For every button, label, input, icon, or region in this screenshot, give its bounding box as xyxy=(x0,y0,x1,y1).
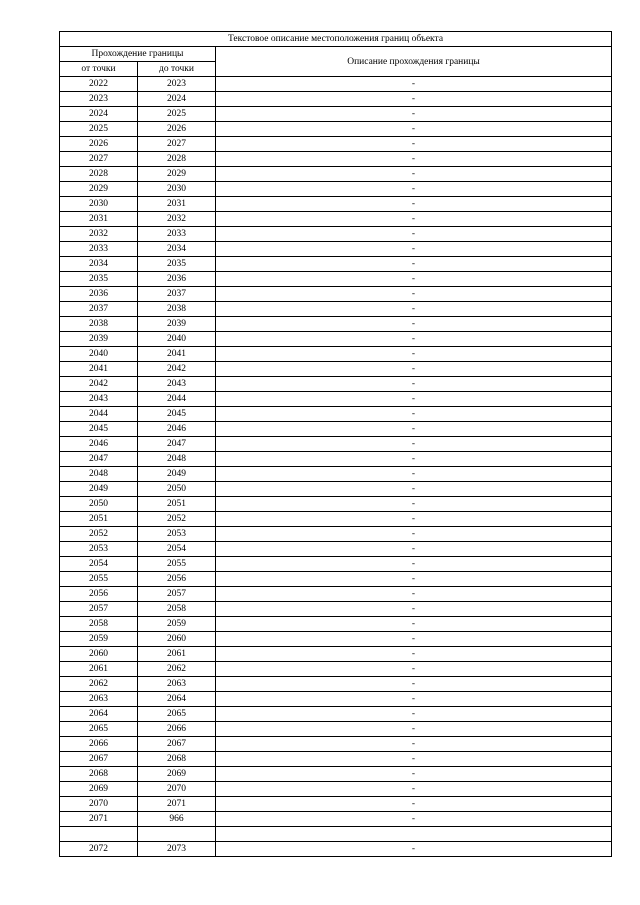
cell-from: 2034 xyxy=(60,257,138,272)
table-row xyxy=(60,407,612,422)
cell-description: - xyxy=(216,212,612,227)
col-header-description: Описание прохождения границы xyxy=(216,47,612,77)
table-row xyxy=(60,212,612,227)
cell-from: 2049 xyxy=(60,482,138,497)
cell-to: 2060 xyxy=(138,632,216,647)
cell-description: - xyxy=(216,107,612,122)
table-row xyxy=(60,437,612,452)
table-row xyxy=(60,92,612,107)
cell-from: 2060 xyxy=(60,647,138,662)
cell-description: - xyxy=(216,467,612,482)
cell-to: 2058 xyxy=(138,602,216,617)
cell-from: 2032 xyxy=(60,227,138,242)
table-row xyxy=(60,452,612,467)
cell-to: 2050 xyxy=(138,482,216,497)
cell-to: 2029 xyxy=(138,167,216,182)
table-row xyxy=(60,317,612,332)
cell-from: 2035 xyxy=(60,272,138,287)
cell-description: - xyxy=(216,152,612,167)
cell-to: 2067 xyxy=(138,737,216,752)
cell-description: - xyxy=(216,587,612,602)
cell-description: - xyxy=(216,662,612,677)
cell-to: 2070 xyxy=(138,782,216,797)
cell-description: - xyxy=(216,842,612,857)
cell-from: 2070 xyxy=(60,797,138,812)
cell-description: - xyxy=(216,347,612,362)
cell-description: - xyxy=(216,707,612,722)
cell-description: - xyxy=(216,722,612,737)
cell-to: 2069 xyxy=(138,767,216,782)
cell-from: 2066 xyxy=(60,737,138,752)
cell-from: 2029 xyxy=(60,182,138,197)
cell-from: 2071 xyxy=(60,812,138,827)
cell-description: - xyxy=(216,137,612,152)
table-row xyxy=(60,137,612,152)
cell-from: 2045 xyxy=(60,422,138,437)
boundary-description-table xyxy=(59,31,612,857)
cell-from: 2030 xyxy=(60,197,138,212)
cell-to: 2046 xyxy=(138,422,216,437)
cell-from: 2027 xyxy=(60,152,138,167)
cell-from: 2024 xyxy=(60,107,138,122)
cell-from: 2057 xyxy=(60,602,138,617)
cell-description: - xyxy=(216,797,612,812)
table-row xyxy=(60,227,612,242)
cell-to: 2068 xyxy=(138,752,216,767)
cell-description: - xyxy=(216,542,612,557)
cell-description: - xyxy=(216,512,612,527)
cell-description: - xyxy=(216,317,612,332)
cell-from: 2050 xyxy=(60,497,138,512)
cell-from: 2064 xyxy=(60,707,138,722)
cell-from: 2055 xyxy=(60,572,138,587)
table-row xyxy=(60,77,612,92)
table-row xyxy=(60,827,612,842)
cell-to: 2027 xyxy=(138,137,216,152)
cell-from: 2039 xyxy=(60,332,138,347)
cell-to: 2039 xyxy=(138,317,216,332)
cell-to: 2043 xyxy=(138,377,216,392)
cell-description: - xyxy=(216,617,612,632)
cell-from: 2063 xyxy=(60,692,138,707)
cell-to: 2035 xyxy=(138,257,216,272)
cell-from: 2043 xyxy=(60,392,138,407)
col-header-from: от точки xyxy=(60,62,138,77)
table-row xyxy=(60,632,612,647)
cell-from: 2056 xyxy=(60,587,138,602)
cell-from: 2068 xyxy=(60,767,138,782)
cell-description: - xyxy=(216,332,612,347)
table-row xyxy=(60,662,612,677)
cell-from: 2023 xyxy=(60,92,138,107)
col-header-to: до точки xyxy=(138,62,216,77)
cell-description: - xyxy=(216,452,612,467)
cell-from: 2028 xyxy=(60,167,138,182)
cell-from: 2053 xyxy=(60,542,138,557)
cell-description: - xyxy=(216,122,612,137)
table-row xyxy=(60,332,612,347)
cell-description: - xyxy=(216,197,612,212)
cell-to: 2055 xyxy=(138,557,216,572)
cell-to: 2032 xyxy=(138,212,216,227)
table-row xyxy=(60,692,612,707)
cell-description: - xyxy=(216,572,612,587)
table-row xyxy=(60,152,612,167)
cell-description: - xyxy=(216,677,612,692)
cell-from: 2040 xyxy=(60,347,138,362)
cell-from: 2042 xyxy=(60,377,138,392)
cell-description: - xyxy=(216,482,612,497)
cell-description: - xyxy=(216,362,612,377)
table-row xyxy=(60,167,612,182)
cell-to: 2073 xyxy=(138,842,216,857)
cell-description: - xyxy=(216,752,612,767)
cell-to: 2034 xyxy=(138,242,216,257)
cell-from: 2026 xyxy=(60,137,138,152)
cell-from: 2041 xyxy=(60,362,138,377)
table-row xyxy=(60,812,612,827)
cell-to: 2049 xyxy=(138,467,216,482)
cell-to: 2054 xyxy=(138,542,216,557)
table-title: Текстовое описание местоположения границ объекта xyxy=(60,32,612,47)
cell-from: 2059 xyxy=(60,632,138,647)
cell-description: - xyxy=(216,737,612,752)
cell-from: 2033 xyxy=(60,242,138,257)
cell-description: - xyxy=(216,557,612,572)
cell-to: 2048 xyxy=(138,452,216,467)
cell-to: 2045 xyxy=(138,407,216,422)
cell-description: - xyxy=(216,437,612,452)
cell-from: 2062 xyxy=(60,677,138,692)
cell-from: 2047 xyxy=(60,452,138,467)
cell-description: - xyxy=(216,257,612,272)
cell-from: 2072 xyxy=(60,842,138,857)
cell-to: 2062 xyxy=(138,662,216,677)
cell-to: 2066 xyxy=(138,722,216,737)
cell-from: 2036 xyxy=(60,287,138,302)
cell-from xyxy=(60,827,138,842)
cell-description: - xyxy=(216,272,612,287)
cell-description: - xyxy=(216,692,612,707)
cell-to: 2056 xyxy=(138,572,216,587)
cell-from: 2065 xyxy=(60,722,138,737)
table-row xyxy=(60,647,612,662)
table-row xyxy=(60,557,612,572)
table-row xyxy=(60,782,612,797)
cell-description: - xyxy=(216,527,612,542)
table-row xyxy=(60,362,612,377)
cell-description: - xyxy=(216,602,612,617)
cell-description: - xyxy=(216,227,612,242)
cell-to: 966 xyxy=(138,812,216,827)
table-row xyxy=(60,197,612,212)
table-row xyxy=(60,182,612,197)
cell-from: 2058 xyxy=(60,617,138,632)
group-header: Прохождение границы xyxy=(60,47,216,62)
table-row xyxy=(60,512,612,527)
cell-description: - xyxy=(216,377,612,392)
cell-description: - xyxy=(216,782,612,797)
cell-to: 2023 xyxy=(138,77,216,92)
cell-description: - xyxy=(216,182,612,197)
cell-description: - xyxy=(216,407,612,422)
cell-to: 2051 xyxy=(138,497,216,512)
cell-to: 2031 xyxy=(138,197,216,212)
cell-from: 2031 xyxy=(60,212,138,227)
table-row xyxy=(60,752,612,767)
cell-description xyxy=(216,827,612,842)
cell-to: 2053 xyxy=(138,527,216,542)
cell-description: - xyxy=(216,647,612,662)
cell-description: - xyxy=(216,767,612,782)
cell-description: - xyxy=(216,392,612,407)
cell-from: 2046 xyxy=(60,437,138,452)
cell-from: 2025 xyxy=(60,122,138,137)
table-row xyxy=(60,392,612,407)
table-row xyxy=(60,617,612,632)
cell-description: - xyxy=(216,632,612,647)
cell-to: 2047 xyxy=(138,437,216,452)
cell-to: 2052 xyxy=(138,512,216,527)
cell-from: 2061 xyxy=(60,662,138,677)
table-row xyxy=(60,467,612,482)
cell-to: 2025 xyxy=(138,107,216,122)
cell-to: 2065 xyxy=(138,707,216,722)
cell-to: 2036 xyxy=(138,272,216,287)
table-row xyxy=(60,542,612,557)
cell-to: 2041 xyxy=(138,347,216,362)
cell-from: 2044 xyxy=(60,407,138,422)
table-row xyxy=(60,737,612,752)
table-row xyxy=(60,707,612,722)
cell-to: 2030 xyxy=(138,182,216,197)
cell-to xyxy=(138,827,216,842)
cell-description: - xyxy=(216,497,612,512)
table-row xyxy=(60,287,612,302)
cell-from: 2054 xyxy=(60,557,138,572)
table-row xyxy=(60,107,612,122)
cell-description: - xyxy=(216,242,612,257)
cell-to: 2063 xyxy=(138,677,216,692)
cell-to: 2026 xyxy=(138,122,216,137)
cell-to: 2037 xyxy=(138,287,216,302)
table-row xyxy=(60,722,612,737)
table-row xyxy=(60,527,612,542)
cell-description: - xyxy=(216,287,612,302)
table-row xyxy=(60,422,612,437)
cell-to: 2044 xyxy=(138,392,216,407)
table-body xyxy=(60,77,612,857)
table-row xyxy=(60,842,612,857)
cell-from: 2048 xyxy=(60,467,138,482)
cell-description: - xyxy=(216,302,612,317)
table-row xyxy=(60,347,612,362)
cell-to: 2071 xyxy=(138,797,216,812)
cell-to: 2064 xyxy=(138,692,216,707)
cell-description: - xyxy=(216,422,612,437)
table-row xyxy=(60,257,612,272)
cell-from: 2038 xyxy=(60,317,138,332)
table-row xyxy=(60,482,612,497)
cell-description: - xyxy=(216,167,612,182)
table-row xyxy=(60,587,612,602)
cell-to: 2061 xyxy=(138,647,216,662)
cell-to: 2024 xyxy=(138,92,216,107)
table-row xyxy=(60,302,612,317)
table-row xyxy=(60,497,612,512)
table-row xyxy=(60,767,612,782)
cell-from: 2067 xyxy=(60,752,138,767)
table-row xyxy=(60,602,612,617)
table-row xyxy=(60,272,612,287)
cell-to: 2040 xyxy=(138,332,216,347)
cell-from: 2051 xyxy=(60,512,138,527)
cell-to: 2057 xyxy=(138,587,216,602)
cell-from: 2022 xyxy=(60,77,138,92)
cell-to: 2042 xyxy=(138,362,216,377)
table-row xyxy=(60,797,612,812)
table-row xyxy=(60,122,612,137)
cell-from: 2052 xyxy=(60,527,138,542)
cell-to: 2059 xyxy=(138,617,216,632)
cell-to: 2028 xyxy=(138,152,216,167)
cell-to: 2033 xyxy=(138,227,216,242)
table-row xyxy=(60,677,612,692)
cell-description: - xyxy=(216,77,612,92)
table-row xyxy=(60,377,612,392)
table-row xyxy=(60,242,612,257)
cell-description: - xyxy=(216,812,612,827)
cell-from: 2037 xyxy=(60,302,138,317)
table-row xyxy=(60,572,612,587)
cell-to: 2038 xyxy=(138,302,216,317)
cell-from: 2069 xyxy=(60,782,138,797)
cell-description: - xyxy=(216,92,612,107)
